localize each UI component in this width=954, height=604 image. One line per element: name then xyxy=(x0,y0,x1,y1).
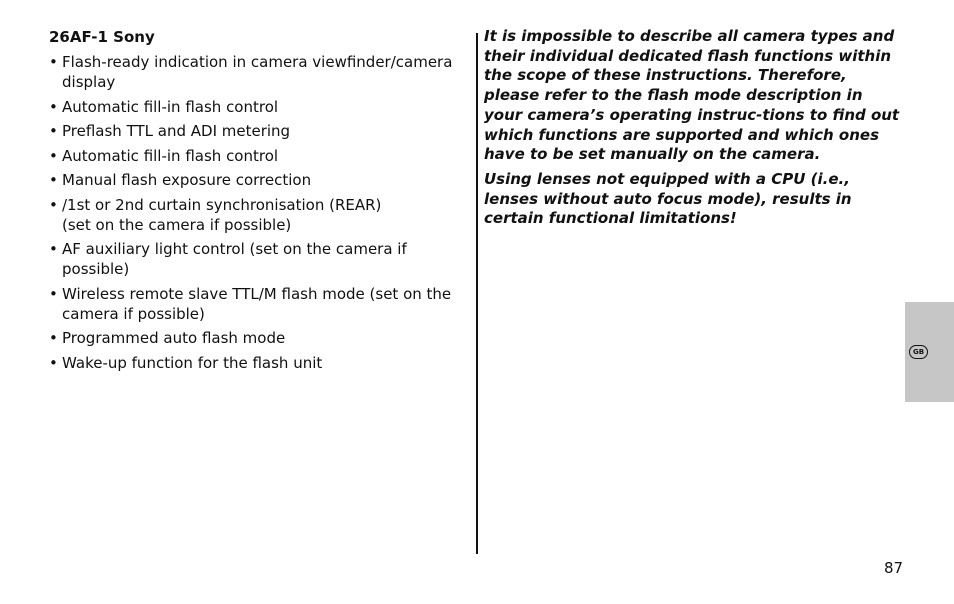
list-item-text: /1st or 2nd curtain synchronisation (REAR) (set on the camera if possible) xyxy=(62,195,382,234)
list-item xyxy=(49,353,474,373)
bullet: • xyxy=(49,122,58,140)
bullet: • xyxy=(49,240,58,258)
bullet: • xyxy=(49,97,58,116)
left-column xyxy=(49,27,474,377)
list-item xyxy=(49,328,474,348)
list-item-text: Programmed auto flash mode xyxy=(62,329,286,347)
list-item-text: Manual flash exposure correction xyxy=(62,171,312,189)
list-item xyxy=(49,121,474,141)
list-item xyxy=(49,52,474,92)
list-item-text: AF auxiliary light control (set on the camera if possible) xyxy=(62,240,407,278)
list-item-text: Preflash TTL and ADI metering xyxy=(62,122,291,140)
right-column xyxy=(484,27,904,234)
bullet: • xyxy=(49,53,58,71)
bullet: • xyxy=(49,329,58,347)
list-item xyxy=(49,195,474,235)
bullet: • xyxy=(49,171,58,189)
list-item xyxy=(49,239,474,279)
bullet: • xyxy=(49,195,58,214)
bullet: • xyxy=(49,146,58,165)
page-number: 87 xyxy=(884,559,904,577)
column-divider xyxy=(476,33,478,554)
bullet: • xyxy=(49,353,58,372)
list-item-text: Wake-up function for the flash unit xyxy=(62,353,323,372)
feature-list xyxy=(49,52,474,373)
paragraph: Using lenses not equipped with a CPU (i.e., lenses without auto focus mode), results in certain functional limitations! xyxy=(484,169,852,228)
list-item xyxy=(49,284,474,324)
list-item xyxy=(49,146,474,166)
gb-badge-icon: GB xyxy=(909,345,928,359)
list-item-text: Wireless remote slave TTL/M flash mode (set on the camera if possible) xyxy=(62,284,452,323)
language-tab xyxy=(905,302,954,402)
list-item xyxy=(49,170,474,190)
section-heading: 26AF-1 Sony xyxy=(49,28,155,46)
list-item-text: Automatic fill-in flash control xyxy=(62,146,279,165)
list-item-text: Automatic fill-in flash control xyxy=(62,97,279,116)
paragraph: It is impossible to describe all camera types and their individual dedicated flash functions within the scope of these instructions. Therefore, please refer to the flash mode description in your camera’s operating instruc-tions to find out which functions are supported and which ones have to be set manually on the camera. xyxy=(484,27,900,164)
bullet: • xyxy=(49,284,58,303)
list-item-text: Flash-ready indication in camera viewfinder/camera display xyxy=(62,53,453,91)
list-item xyxy=(49,97,474,117)
